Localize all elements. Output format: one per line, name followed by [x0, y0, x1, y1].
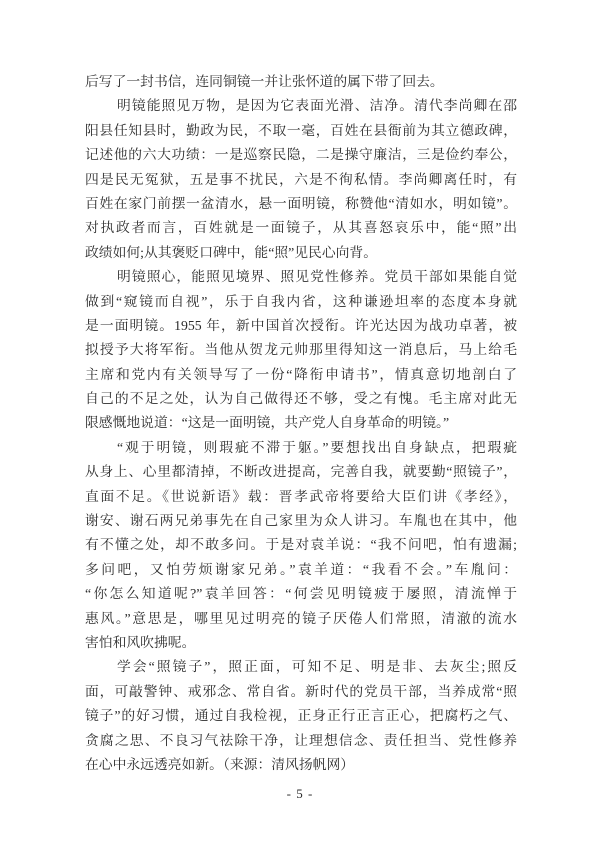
- text-line: 害怕和风吹拂呢。: [85, 634, 196, 650]
- text-line: 面，可敲警钟、戒邪念、常自省。新时代的党员干部，当养成常“照: [85, 683, 517, 699]
- text-line: 百姓在家门前摆一盆清水，悬一面明镜，称赞他“清如水，明如镜”。: [85, 195, 517, 211]
- page-number: - 5 -: [286, 786, 314, 801]
- text-line: “你怎么知道呢?”袁羊回答：“何尝见明镜疲于屡照，清流惮于: [85, 586, 517, 602]
- text-line: “观于明镜，则瑕疵不滞于躯。”要想找出自身缺点，把瑕疵: [117, 439, 517, 455]
- text-line: 记述他的六大功绩：一是巡察民隐，二是操守廉洁，三是俭约奉公，: [85, 147, 517, 163]
- text-line: 在心中永远透亮如新。（来源：清风扬帆网）: [85, 756, 355, 772]
- text-line: 后写了一封书信，连同铜镜一并让张怀道的属下带了回去。: [85, 74, 444, 89]
- text-line: 有不懂之处，却不敢多问。于是对袁羊说：“我不问吧，怕有遗漏;: [85, 537, 517, 553]
- text-line: 拟授予大将军衔。当他从贺龙元帅那里得知这一消息后，马上给毛: [85, 342, 517, 358]
- body-text: [85, 70, 517, 777]
- text-line: 做到“窥镜而自视”，乐于自我内省，这种谦逊坦率的态度本身就: [85, 293, 517, 309]
- text-line: 谢安、谢石两兄弟事先在自己家里为众人讲习。车胤也在其中，他: [85, 513, 517, 529]
- text-line: 主席和党内有关领导写了一份“降衔申请书”，情真意切地剖白了: [85, 366, 517, 382]
- text-line: 镜子”的好习惯，通过自我检视，正身正行正言正心，把腐朽之气、: [85, 708, 517, 724]
- text-line: 贪腐之思、不良习气祛除干净，让理想信念、责任担当、党性修养: [85, 732, 517, 748]
- text-line: 从身上、心里都清掉，不断改进提高，完善自我，就要勤“照镜子”，: [85, 464, 517, 480]
- text-line: 四是民无冤狱，五是事不扰民，六是不徇私情。李尚卿离任时，有: [85, 171, 517, 187]
- text-line: 明镜能照见万物，是因为它表面光滑、洁净。清代李尚卿在邵: [117, 98, 517, 114]
- text-line: 惠风。”意思是，哪里见过明亮的镜子厌倦人们常照，清澈的流水: [85, 610, 517, 626]
- text-line: 学会“照镜子”，照正面，可知不足、明是非、去灰尘;照反: [117, 659, 517, 675]
- text-line: 直面不足。《世说新语》载：晋孝武帝将要给大臣们讲《孝经》，: [85, 488, 517, 504]
- text-line: 自己的不足之处，认为自己做得还不够，受之有愧。毛主席对此无: [85, 391, 517, 407]
- text-line: 明镜照心，能照见境界、照见党性修养。党员干部如果能自觉: [117, 269, 517, 285]
- text-line: 限感慨地说道：“这是一面明镜，共产党人自身革命的明镜。”: [85, 415, 450, 431]
- text-line: 阳县任知县时，勤政为民，不取一毫，百姓在县衙前为其立德政碑，: [85, 122, 517, 138]
- text-line: 对执政者而言，百姓就是一面镜子，从其喜怒哀乐中，能“照”出: [85, 220, 517, 236]
- text-line: 多问吧，又怕劳烦谢家兄弟。”袁羊道：“我看不会。”车胤问：: [85, 561, 517, 577]
- text-line: 政绩如何;从其褒贬口碑中，能“照”见民心向背。: [85, 244, 378, 260]
- text-line: 是一面明镜。1955 年，新中国首次授衔。许光达因为战功卓著，被: [85, 317, 517, 333]
